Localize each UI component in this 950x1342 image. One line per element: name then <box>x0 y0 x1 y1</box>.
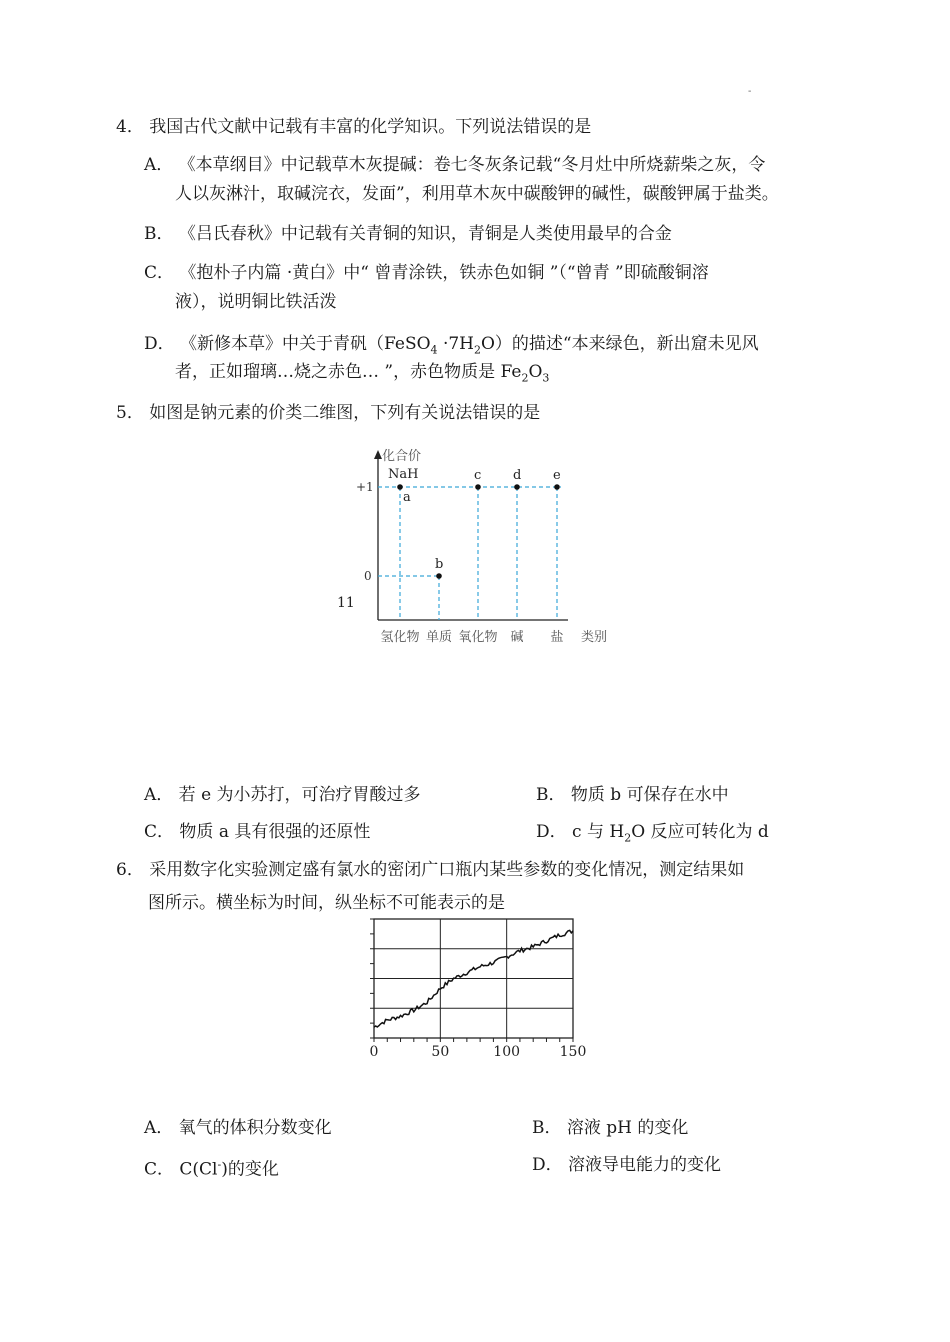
point-b <box>436 573 442 579</box>
category-label: 盐 <box>550 630 564 645</box>
chlorine-water-chart <box>364 912 596 1062</box>
q6-option-c: C． C(Cl-)的变化 <box>144 1158 279 1180</box>
q4-option-a-line1: A． 《本草纲目》中记载草木灰提碱：卷七冬灰条记载“冬月灶中所烧薪柴之灰，令 <box>144 155 766 175</box>
y-axis-label: 化合价 <box>382 449 422 464</box>
q4-option-d-line1: D． 《新修本草》中关于青矾（FeSO$_4$ $\cdot 7H_2O$）的描述“本来绿色，新出窟未见风 <box>144 334 759 357</box>
q4-stem: 4． 我国古代文献中记载有丰富的化学知识。下列说法错误的是 <box>116 117 592 137</box>
category-label: 单质 <box>425 630 453 645</box>
x-tick-label: 100 <box>493 1044 521 1060</box>
category-label: 碱 <box>510 630 524 645</box>
q4-option-a-line2: 人以灰淋汁，取碱浣衣，发面”，利用草木灰中碳酸钾的碱性，碳酸钾属于盐类。 <box>175 184 779 204</box>
guide-lines <box>378 487 561 620</box>
q6-option-b: B． 溶液 pH 的变化 <box>532 1118 689 1138</box>
q4-option-c-line1: C． 《抱朴子内篇 ·黄白》中“ 曾青涂铁，铁赤色如铜 ”（“曾青 ”即硫酸铜溶 <box>144 263 709 283</box>
q5-option-d: D． c 与 $H_2O$ 反应可转化为 d <box>536 822 769 845</box>
q5-option-a: A． 若 e 为小苏打，可治疗胃酸过多 <box>144 785 421 805</box>
q5-stem: 5． 如图是钠元素的价类二维图，下列有关说法错误的是 <box>116 403 541 423</box>
y-axis-arrow <box>374 450 382 459</box>
q4-option-c-line2: 液），说明铜比铁活泼 <box>175 292 337 312</box>
x-axis-label: 类别 <box>581 630 608 645</box>
x-tick-label: 150 <box>559 1044 587 1060</box>
point-annotation-a: NaH <box>388 467 419 482</box>
category-label: 氢化物 <box>380 630 420 645</box>
q6-option-a: A． 氧气的体积分数变化 <box>144 1118 332 1138</box>
q5-option-b: B． 物质 b 可保存在水中 <box>536 785 729 805</box>
q5-option-c: C． 物质 a 具有很强的还原性 <box>144 822 371 842</box>
header-mark: - <box>748 86 752 97</box>
point-label-b: b <box>435 557 444 572</box>
q6-stem-line2: 图所示。横坐标为时间，纵坐标不可能表示的是 <box>148 893 505 913</box>
x-tick-labels <box>370 1044 587 1060</box>
point-label-c: c <box>474 468 482 483</box>
point-a <box>397 484 403 490</box>
y-tick-plus1: +1 <box>356 480 374 494</box>
x-tick-label: 50 <box>431 1044 450 1060</box>
category-label: 氧化物 <box>458 630 498 645</box>
point-label-a: a <box>403 490 411 505</box>
point-d <box>514 484 520 490</box>
side-number: 11 <box>337 595 355 611</box>
grid <box>370 919 573 1042</box>
y-tick-zero: 0 <box>364 569 372 583</box>
sodium-valence-chart <box>330 440 620 650</box>
data-points <box>388 467 561 579</box>
category-labels <box>380 629 563 645</box>
point-label-d: d <box>513 468 522 483</box>
point-e <box>554 484 560 490</box>
q6-option-d: D． 溶液导电能力的变化 <box>532 1155 722 1175</box>
q4-option-d-line2: 者，正如瑠璃…烧之赤色… ”，赤色物质是 $Fe_2O_3$ <box>175 362 550 385</box>
x-tick-label: 0 <box>369 1044 379 1060</box>
q6-stem-line1: 6． 采用数字化实验测定盛有氯水的密闭广口瓶内某些参数的变化情况，测定结果如 <box>116 860 745 880</box>
q4-option-b: B． 《吕氏春秋》中记载有关青铜的知识，青铜是人类使用最早的合金 <box>144 224 672 244</box>
point-c <box>475 484 481 490</box>
point-label-e: e <box>553 468 561 483</box>
